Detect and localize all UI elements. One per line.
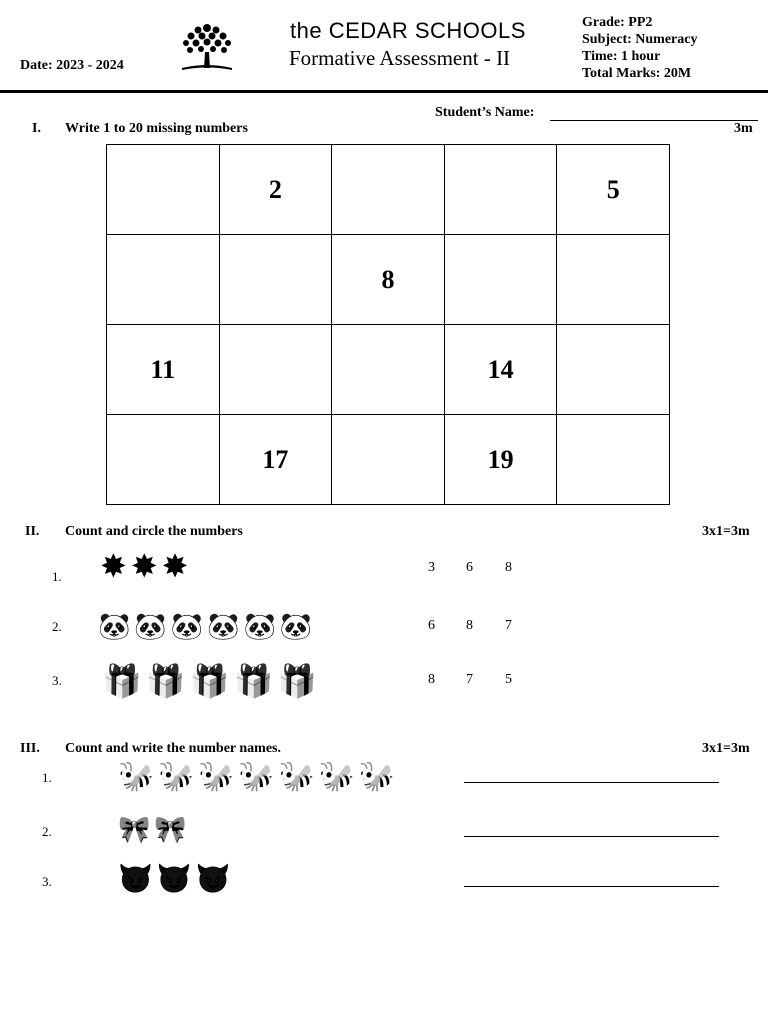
section3-numeral: III. [20,741,40,756]
number-grid [106,144,670,505]
grid-cell[interactable] [107,415,220,505]
grid-cell[interactable]: 11 [107,325,220,415]
grid-cell[interactable]: 8 [332,235,445,325]
option-number[interactable]: 7 [505,618,512,633]
gift-icon: 🎁 [145,663,186,699]
option-number[interactable]: 5 [505,672,512,687]
student-name-label: Student’s Name: [435,105,535,120]
icon-row [102,662,321,700]
grid-cell[interactable] [332,145,445,235]
subject-label: Subject: Numeracy [582,32,698,47]
icon-row [118,862,235,896]
grid-row [107,235,670,325]
date-label: Date: 2023 - 2024 [20,58,124,73]
section1-numeral: I. [32,121,41,136]
icon-row [100,548,192,584]
star-flower-icon: ✸ [130,548,158,584]
option-number[interactable]: 6 [428,618,435,633]
question-index: 1. [42,770,52,785]
grid-cell[interactable]: 14 [444,325,557,415]
section2-marks: 3x1=3m [702,524,750,539]
section1-marks: 3m [734,121,753,136]
panda-icon: 🐼 [98,612,131,641]
grid-cell[interactable] [557,235,670,325]
section3-title: Count and write the number names. [65,741,281,756]
grid-cell[interactable] [444,235,557,325]
panda-icon: 🐼 [279,612,313,641]
header-info [582,14,697,82]
grid-cell[interactable]: 5 [557,145,670,235]
gift-icon: 🎁 [277,663,318,699]
icon-row [118,815,191,845]
star-flower-icon: ✸ [100,548,127,584]
question-index: 2. [52,619,62,634]
option-number[interactable]: 8 [466,618,473,633]
grid-row [107,415,670,505]
grid-cell[interactable] [107,235,220,325]
answer-line[interactable] [464,886,719,887]
panda-icon: 🐼 [170,612,204,641]
grid-cell[interactable] [557,325,670,415]
section3-marks: 3x1=3m [702,741,750,756]
school-name: the CEDAR SCHOOLS [290,18,526,43]
question-index: 2. [42,824,52,839]
option-number[interactable]: 7 [466,672,473,687]
grid-cell[interactable] [219,235,332,325]
bee-icon: 🐝 [238,761,275,793]
total-marks-label: Total Marks: 20M [582,66,692,81]
panda-icon: 🐼 [134,612,167,641]
bee-icon: 🐝 [118,761,155,793]
grid-cell[interactable]: 19 [444,415,557,505]
grid-cell[interactable] [444,145,557,235]
panda-icon: 🐼 [207,612,240,641]
star-flower-icon: ✸ [161,548,189,584]
question-index: 1. [52,569,62,584]
section2-numeral: II. [25,524,40,539]
question-index: 3. [52,673,62,688]
answer-line[interactable] [464,782,719,783]
section1-title: Write 1 to 20 missing numbers [65,121,248,136]
answer-line[interactable] [464,836,719,837]
grid-cell[interactable] [107,145,220,235]
grid-cell[interactable] [332,415,445,505]
grid-cell[interactable] [332,325,445,415]
tree-logo-icon [176,18,238,74]
section2-title: Count and circle the numbers [65,524,243,539]
bee-icon: 🐝 [158,761,195,793]
question-index: 3. [42,874,52,889]
bow-icon: 🎀 [118,815,151,844]
grid-cell[interactable]: 2 [219,145,332,235]
bee-icon: 🐝 [198,761,235,793]
time-label: Time: 1 hour [582,49,661,64]
assessment-title: Formative Assessment - II [289,46,511,70]
option-number[interactable]: 6 [466,560,473,575]
option-number[interactable]: 3 [428,560,435,575]
smiling-devil-icon: 😈 [156,864,192,895]
grid-cell[interactable] [219,325,332,415]
grade-label: Grade: PP2 [582,15,653,30]
panda-icon: 🐼 [243,612,276,641]
option-number[interactable]: 8 [428,672,435,687]
header-divider [0,90,768,93]
smiling-devil-icon: 😈 [195,864,231,895]
smiling-devil-icon: 😈 [118,864,153,895]
gift-icon: 🎁 [233,663,274,699]
bee-icon: 🐝 [318,761,355,793]
grid-cell[interactable]: 17 [219,415,332,505]
gift-icon: 🎁 [102,663,142,699]
bow-icon: 🎀 [154,815,187,844]
bee-icon: 🐝 [358,761,395,793]
icon-row [118,760,399,794]
grid-row [107,145,670,235]
gift-icon: 🎁 [189,663,230,699]
grid-row [107,325,670,415]
option-number[interactable]: 8 [505,560,512,575]
bee-icon: 🐝 [278,761,315,793]
grid-cell[interactable] [557,415,670,505]
student-name-field[interactable] [550,120,758,121]
icon-row [98,612,316,642]
